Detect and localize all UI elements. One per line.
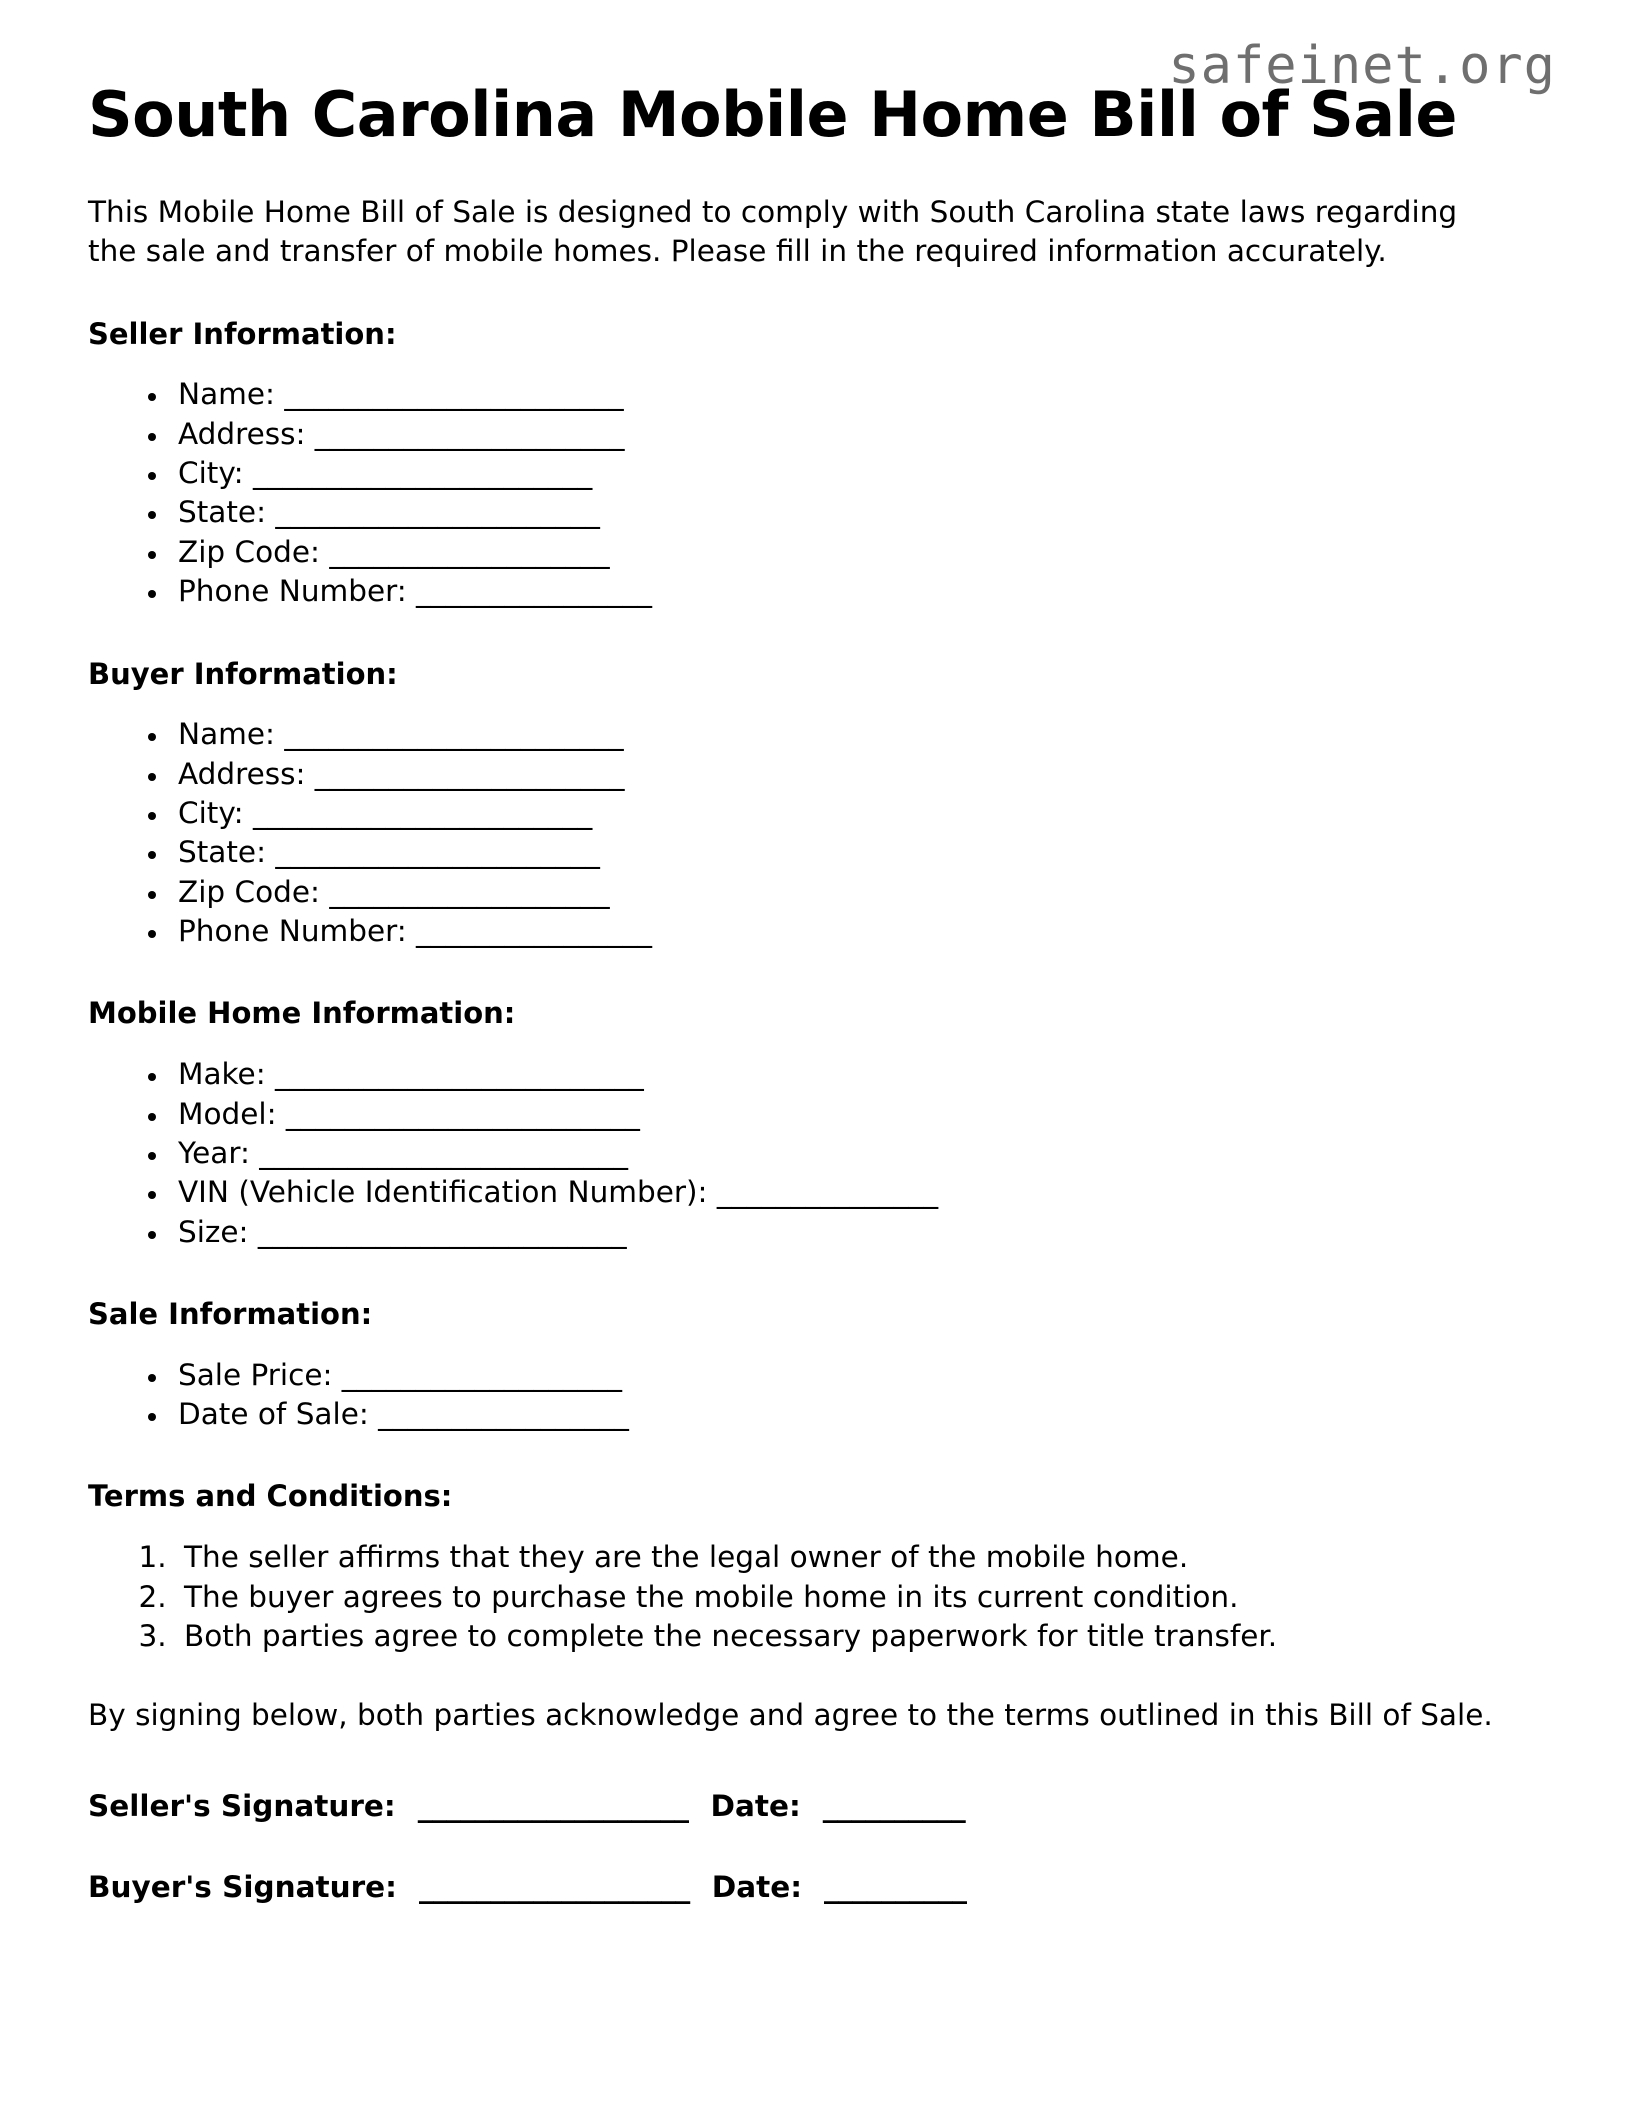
seller-date-blank[interactable]: __________ — [822, 1789, 966, 1824]
seller-signature-row — [88, 1787, 1556, 1825]
section-heading-sale: Sale Information: — [88, 1297, 373, 1331]
list-item: • Year: _________________________ — [170, 1134, 1556, 1173]
sale-field-list — [88, 1356, 1556, 1435]
list-item: 3. Both parties agree to complete the necessary paperwork for title transfer. — [176, 1617, 1556, 1656]
intro-paragraph: This Mobile Home Bill of Sale is designed to comply with South Carolina state laws regarding the sale and transfer of mobile homes. Please fill in the required information accurately. — [88, 195, 1458, 269]
list-item: • City: _______________________ — [170, 794, 1556, 833]
list-item: 2. The buyer agrees to purchase the mobile home in its current condition. — [176, 1578, 1556, 1617]
buyer-field-list — [88, 715, 1556, 951]
list-item: • Address: _____________________ — [170, 755, 1556, 794]
list-item: • Make: _________________________ — [170, 1055, 1556, 1094]
buyer-signature-blank[interactable]: ___________________ — [418, 1869, 690, 1904]
closing-paragraph: By signing below, both parties acknowledge and agree to the terms outlined in this Bill of Sale. — [88, 1698, 1493, 1733]
section-heading-buyer: Buyer Information: — [88, 656, 398, 691]
list-item: • Name: _______________________ — [170, 715, 1556, 754]
seller-field-list — [88, 375, 1556, 611]
list-item: • Zip Code: ___________________ — [170, 533, 1556, 572]
buyer-signature-label: Buyer's Signature: — [88, 1869, 397, 1904]
buyer-signature-row — [88, 1868, 1556, 1906]
list-item: • Phone Number: ________________ — [170, 572, 1556, 611]
section-heading-seller: Seller Information: — [88, 316, 397, 351]
list-item: • Name: _______________________ — [170, 375, 1556, 414]
seller-date-label: Date: — [710, 1789, 801, 1824]
list-item: • Size: _________________________ — [170, 1213, 1556, 1252]
list-item: • Date of Sale: _________________ — [170, 1395, 1556, 1434]
seller-signature-blank[interactable]: ___________________ — [417, 1789, 689, 1824]
section-heading-terms: Terms and Conditions: — [88, 1479, 453, 1514]
mobile-home-field-list — [88, 1055, 1556, 1252]
signature-block — [88, 1787, 1556, 1906]
list-item: • VIN (Vehicle Identification Number): _______________ — [170, 1173, 1556, 1212]
buyer-date-blank[interactable]: __________ — [824, 1869, 967, 1904]
site-watermark: safeinet.org — [1168, 36, 1556, 96]
list-item: 1. The seller affirms that they are the legal owner of the mobile home. — [176, 1538, 1556, 1577]
list-item: • Zip Code: ___________________ — [170, 873, 1556, 912]
list-item: • Model: ________________________ — [170, 1095, 1556, 1134]
list-item: • Phone Number: ________________ — [170, 912, 1556, 951]
seller-signature-label: Seller's Signature: — [88, 1789, 396, 1824]
list-item: • Address: _____________________ — [170, 415, 1556, 454]
list-item: • State: ______________________ — [170, 493, 1556, 532]
list-item: • Sale Price: ___________________ — [170, 1356, 1556, 1395]
buyer-date-label: Date: — [711, 1869, 803, 1904]
list-item: • City: _______________________ — [170, 454, 1556, 493]
terms-list — [88, 1538, 1556, 1656]
list-item: • State: ______________________ — [170, 833, 1556, 872]
page-title: South Carolina Mobile Home Bill of Sale — [88, 78, 1457, 151]
section-heading-mobile-home: Mobile Home Information: — [88, 996, 516, 1031]
